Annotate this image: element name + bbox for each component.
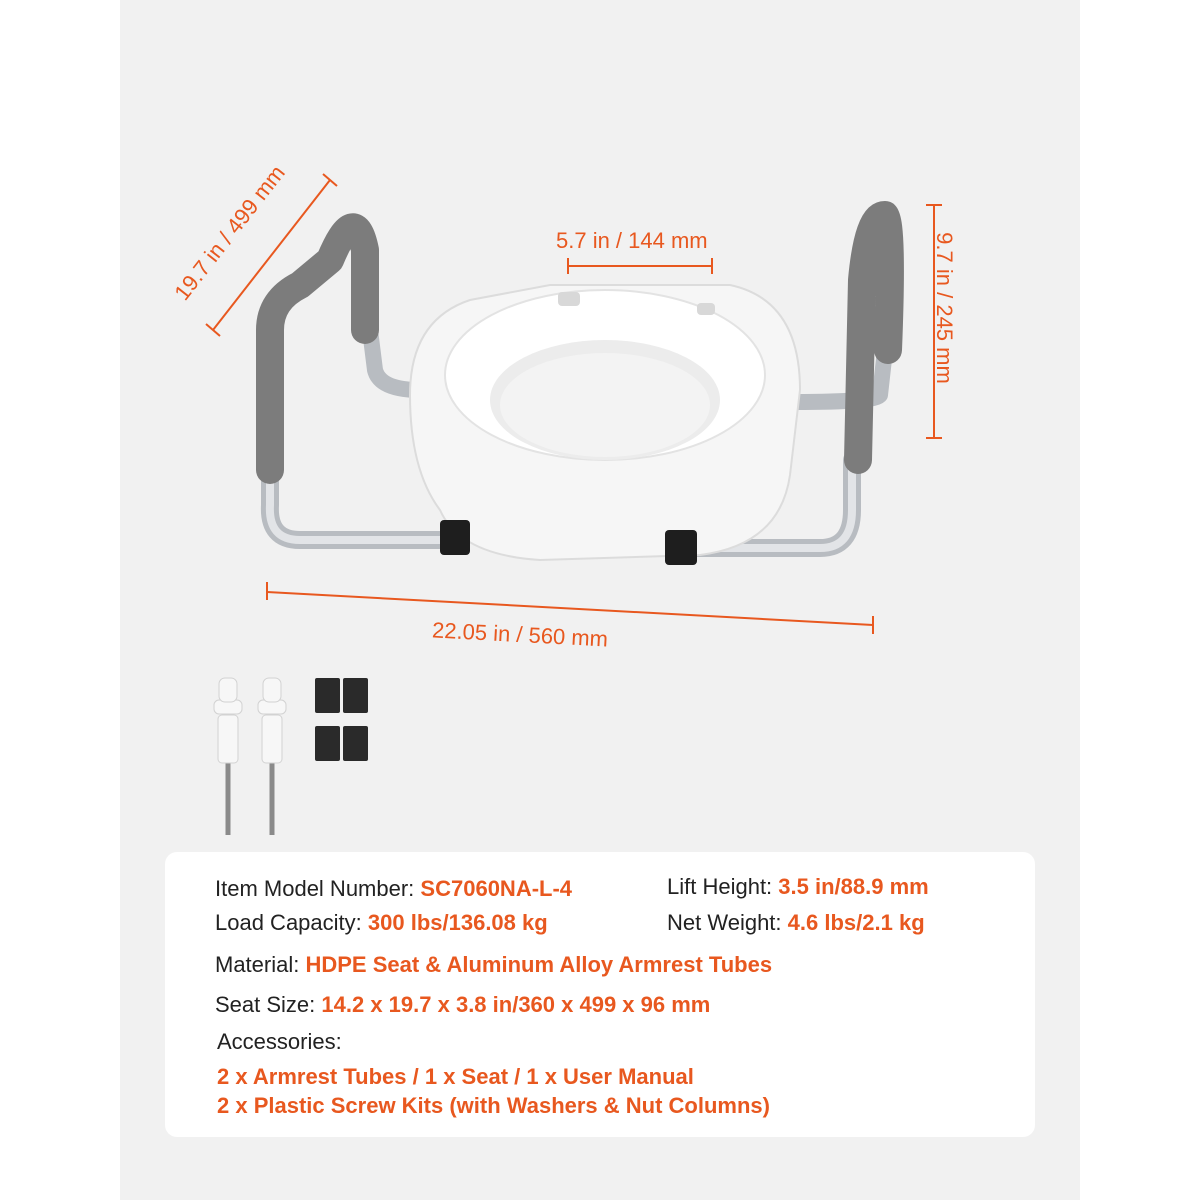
weight-row <box>667 910 925 936</box>
lift-label: Lift Height: <box>667 874 773 899</box>
material-value: HDPE Seat & Aluminum Alloy Armrest Tubes <box>305 952 773 977</box>
seat-size-value: 14.2 x 19.7 x 3.8 in/360 x 499 x 96 mm <box>321 992 711 1017</box>
accessories-label: Accessories: <box>217 1029 342 1054</box>
raised-seat <box>410 285 800 565</box>
load-label: Load Capacity: <box>215 910 362 935</box>
accessories-line-2: 2 x Plastic Screw Kits (with Washers & Nut Columns) <box>217 1093 770 1118</box>
load-value: 300 lbs/136.08 kg <box>367 910 548 935</box>
weight-label: Net Weight: <box>667 910 782 935</box>
material-label: Material: <box>215 952 300 977</box>
width-dimension-label: 22.05 in / 560 mm <box>431 617 609 652</box>
height-dimension-label: 9.7 in / 245 mm <box>931 232 957 384</box>
load-row <box>215 910 548 936</box>
seat-size-row <box>215 992 710 1018</box>
model-value: SC7060NA-L-4 <box>420 876 573 901</box>
specifications-card <box>165 852 1035 1137</box>
felt-pad-icons <box>315 678 368 761</box>
seat-size-label: Seat Size: <box>215 992 316 1017</box>
material-row <box>215 952 772 978</box>
diagonal-dimension-label: 19.7 in / 499 mm <box>169 160 290 305</box>
top-width-dimension-label: 5.7 in / 144 mm <box>556 228 708 253</box>
screw-kit-icons <box>214 678 286 835</box>
screw-left <box>214 678 242 835</box>
weight-value: 4.6 lbs/2.1 kg <box>787 910 925 935</box>
lift-value: 3.5 in/88.9 mm <box>778 874 929 899</box>
screw-right <box>258 678 286 835</box>
model-row <box>215 876 572 902</box>
lift-row <box>667 874 929 900</box>
width-dimension-line <box>267 592 873 625</box>
model-label: Item Model Number: <box>215 876 415 901</box>
accessories-line-1: 2 x Armrest Tubes / 1 x Seat / 1 x User Manual <box>217 1064 694 1089</box>
